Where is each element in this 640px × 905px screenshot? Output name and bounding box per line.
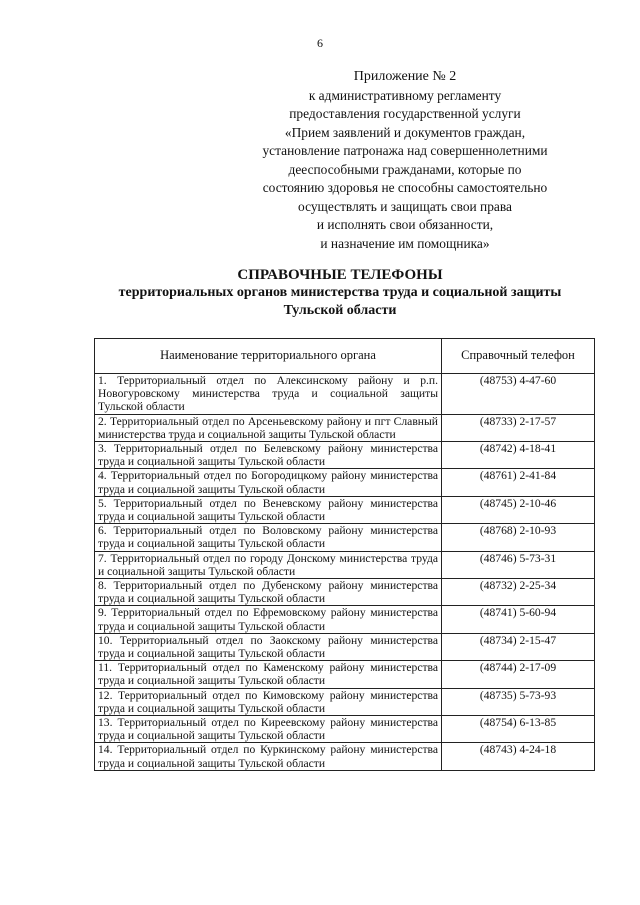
- phone-cell: (48741) 5-60-94: [442, 606, 595, 633]
- table-header-row: [95, 339, 595, 374]
- org-name-cell: 5. Территориальный отдел по Веневскому району министерства труда и социальной защиты Тульской области: [95, 496, 442, 523]
- appendix-title: Приложение № 2: [353, 69, 457, 84]
- column-header-name: Наименование территориального органа: [95, 339, 442, 374]
- table-row: [95, 414, 595, 441]
- table-row: [95, 374, 595, 415]
- org-name-cell: 2. Территориальный отдел по Арсеньевскому району и пгт Славный министерства труда и социальной защиты Тульской области: [95, 414, 442, 441]
- table-row: [95, 469, 595, 496]
- appendix-block: [240, 68, 570, 253]
- document-subtitle: территориальных органов министерства труда и социальной защиты: [118, 285, 562, 300]
- org-name-cell: 13. Территориальный отдел по Киреевскому району министерства труда и социальной защиты Тульской области: [95, 716, 442, 743]
- org-name-cell: 7. Территориальный отдел по городу Донскому министерства труда и социальной защиты Тульской области: [95, 551, 442, 578]
- appendix-line: «Прием заявлений и документов граждан,: [284, 124, 526, 140]
- phone-cell: (48734) 2-15-47: [442, 633, 595, 660]
- appendix-line: к административному регламенту: [308, 87, 502, 103]
- phone-cell: (48744) 2-17-09: [442, 661, 595, 688]
- org-name-cell: 4. Территориальный отдел по Богородицкому району министерства труда и социальной защиты Тульской области: [95, 469, 442, 496]
- document-subtitle-region: Тульской области: [283, 303, 397, 318]
- org-name-cell: 9. Территориальный отдел по Ефремовскому району министерства труда и социальной защиты Тульской области: [95, 606, 442, 633]
- column-header-phone: Справочный телефон: [442, 339, 595, 374]
- appendix-line: и исполнять свои обязанности,: [316, 217, 494, 232]
- org-name-cell: 10. Территориальный отдел по Заокскому району министерства труда и социальной защиты Тульской области: [95, 633, 442, 660]
- page-number: 6: [317, 36, 323, 50]
- org-name-cell: 14. Территориальный отдел по Куркинскому району министерства труда и социальной защиты Тульской области: [95, 743, 442, 770]
- org-name-cell: 3. Территориальный отдел по Белевскому району министерства труда и социальной защиты Тульской области: [95, 442, 442, 469]
- phone-cell: (48753) 4-47-60: [442, 374, 595, 415]
- phone-cell: (48745) 2-10-46: [442, 496, 595, 523]
- phone-cell: (48761) 2-41-84: [442, 469, 595, 496]
- document-title: СПРАВОЧНЫЕ ТЕЛЕФОНЫ: [237, 267, 443, 283]
- appendix-line: состоянию здоровья не способны самостоятельно: [262, 180, 548, 195]
- table-row: [95, 606, 595, 633]
- org-name-cell: 1. Территориальный отдел по Алексинскому району и р.п. Новогуровскому министерства труда и социальной защиты Тульской области: [95, 374, 442, 415]
- document-heading: [90, 266, 590, 320]
- appendix-line: и назначение им помощника»: [320, 235, 490, 251]
- appendix-line: предоставления государственной услуги: [289, 106, 521, 121]
- table-row: [95, 579, 595, 606]
- org-name-cell: 12. Территориальный отдел по Кимовскому району министерства труда и социальной защиты Тульской области: [95, 688, 442, 715]
- phone-cell: (48735) 5-73-93: [442, 688, 595, 715]
- phone-cell: (48732) 2-25-34: [442, 579, 595, 606]
- phone-cell: (48742) 4-18-41: [442, 442, 595, 469]
- appendix-line: дееспособными гражданами, которые по: [288, 161, 522, 177]
- phone-cell: (48746) 5-73-31: [442, 551, 595, 578]
- table-row: [95, 442, 595, 469]
- table-row: [95, 551, 595, 578]
- table-row: [95, 716, 595, 743]
- org-name-cell: 6. Территориальный отдел по Воловскому району министерства труда и социальной защиты Тульской области: [95, 524, 442, 551]
- table-row: [95, 661, 595, 688]
- table-row: [95, 496, 595, 523]
- org-name-cell: 11. Территориальный отдел по Каменскому району министерства труда и социальной защиты Тульской области: [95, 661, 442, 688]
- phone-cell: (48743) 4-24-18: [442, 743, 595, 770]
- phone-directory-table: [94, 338, 595, 771]
- phone-cell: (48733) 2-17-57: [442, 414, 595, 441]
- appendix-line: осуществлять и защищать свои права: [298, 198, 512, 214]
- phone-cell: (48754) 6-13-85: [442, 716, 595, 743]
- table-row: [95, 688, 595, 715]
- table-row: [95, 743, 595, 770]
- phone-cell: (48768) 2-10-93: [442, 524, 595, 551]
- table-row: [95, 633, 595, 660]
- org-name-cell: 8. Территориальный отдел по Дубенскому району министерства труда и социальной защиты Тульской области: [95, 579, 442, 606]
- appendix-line: установление патронажа над совершеннолетними: [262, 143, 548, 158]
- table-row: [95, 524, 595, 551]
